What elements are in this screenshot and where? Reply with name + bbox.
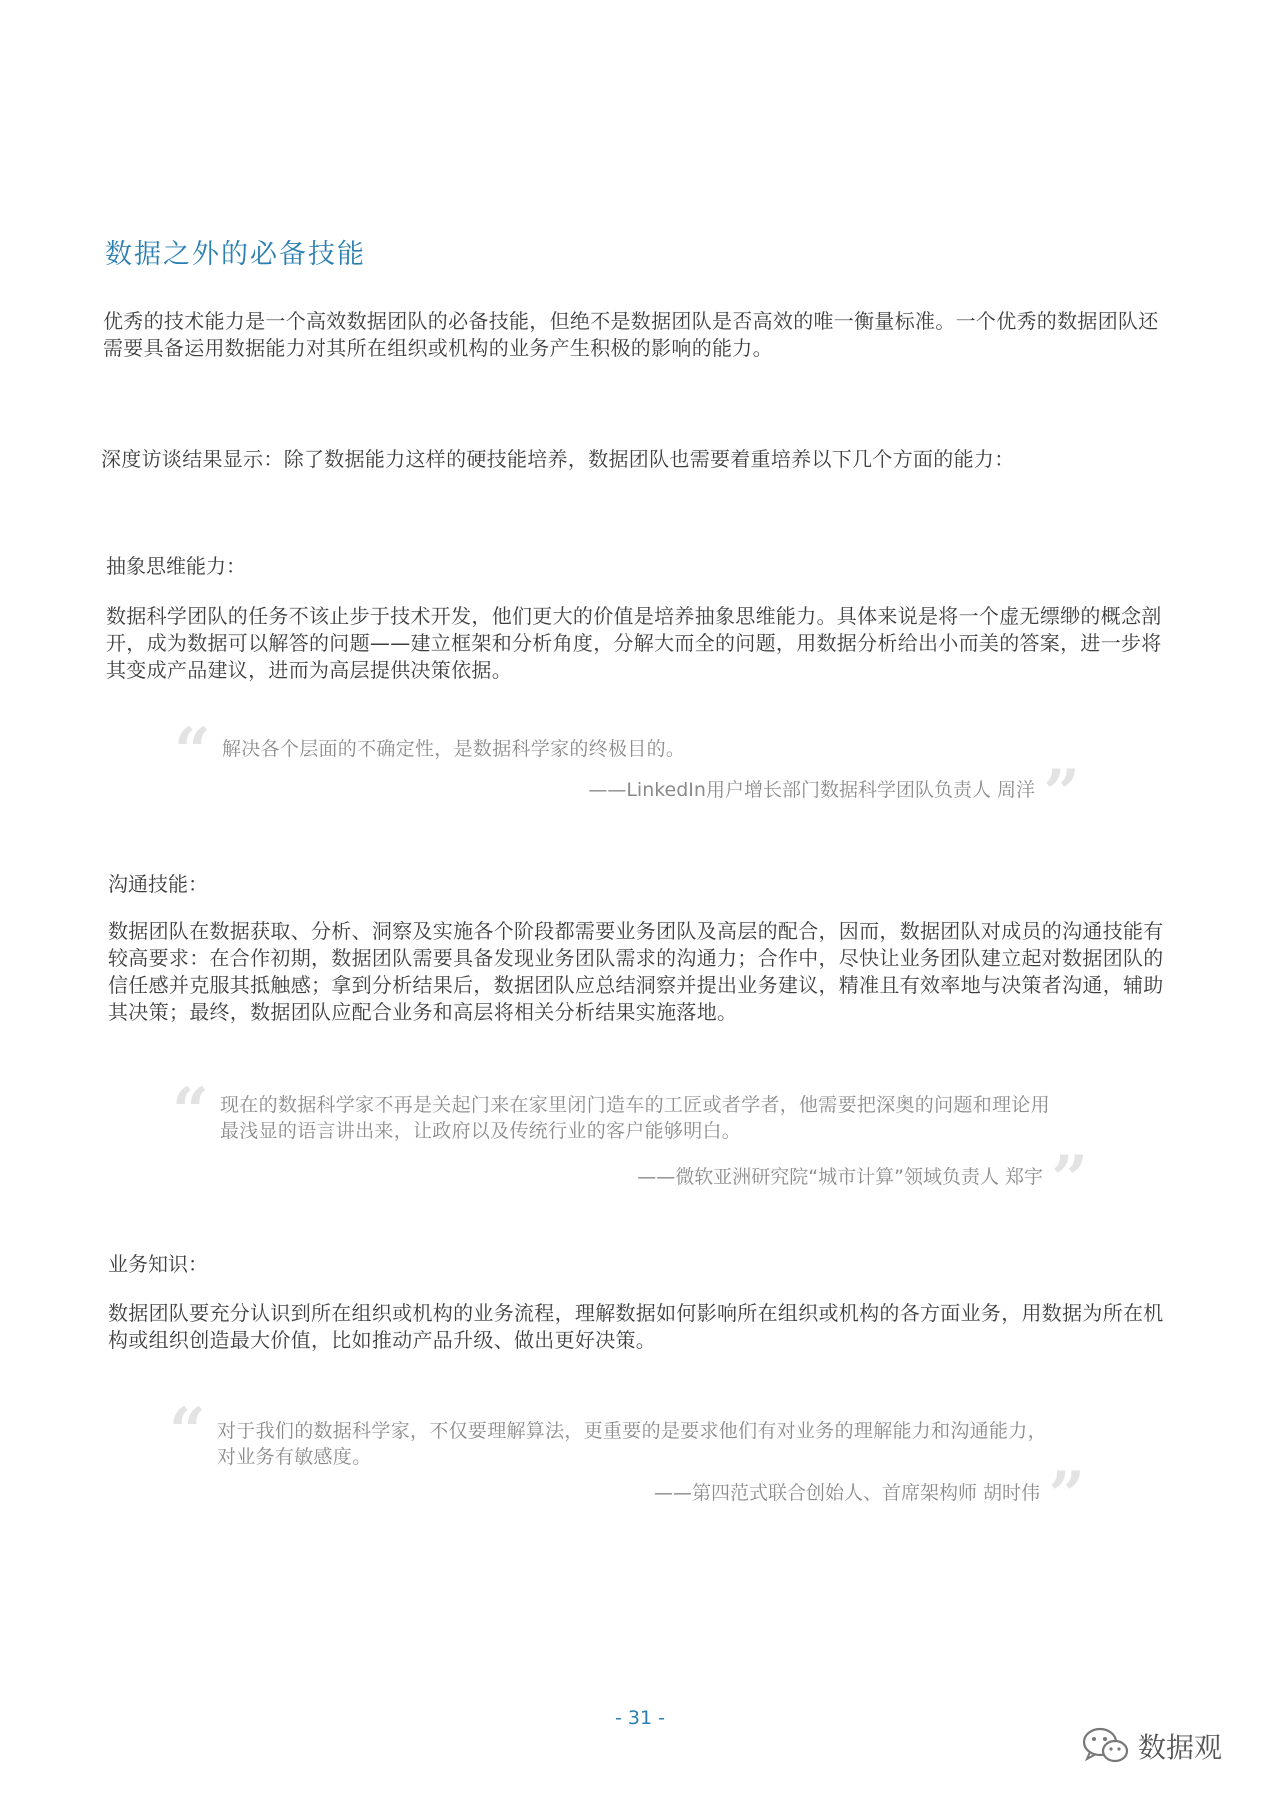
open-quote-icon: “ [174, 714, 211, 789]
quote-attribution: ——第四范式联合创始人、首席架构师 胡时伟 [653, 1482, 1040, 1504]
quote-block [170, 714, 1090, 831]
open-quote-icon: “ [169, 1394, 206, 1469]
section-heading-communication: 沟通技能： [108, 872, 208, 896]
quote-text: 现在的数据科学家不再是关起门来在家里闭门造车的工匠或者学者，他需要把深奥的问题和理论用最浅显的语言讲出来，让政府以及传统行业的客户能够明白。 [220, 1094, 1050, 1142]
section-heading-business-knowledge: 业务知识： [108, 1252, 208, 1276]
quote-block [168, 1074, 1088, 1217]
section-body-communication: 数据团队在数据获取、分析、洞察及实施各个阶段都需要业务团队及高层的配合，因而，数据团队对成员的沟通技能有较高要求：在合作初期，数据团队需要具备发现业务团队需求的沟通力；合作中，尽快让业务团队建立起对数据团队的信任感并克服其抵触感；拿到分析结果后，数据团队应总结洞察并提出业务建议，精准且有效率地与决策者沟通，辅助其决策；最终，数据团队应配合业务和高层将相关分析结果实施落地。 [108, 919, 1164, 1024]
section-heading-abstract-thinking: 抽象思维能力： [106, 554, 246, 578]
section-body-abstract-thinking: 数据科学团队的任务不该止步于技术开发，他们更大的价值是培养抽象思维能力。具体来说是将一个虚无缥缈的概念剖开，成为数据可以解答的问题——建立框架和分析角度，分解大而全的问题，用数据分析给出小而美的答案，进一步将其变成产品建议，进而为高层提供决策依据。 [106, 604, 1162, 682]
quote-text: 对于我们的数据科学家，不仅要理解算法，更重要的是要求他们有对业务的理解能力和沟通能力，对业务有敏感度。 [217, 1420, 1047, 1468]
quote-attribution: ——微软亚洲研究院“城市计算”领域负责人 郑宇 [637, 1166, 1043, 1188]
wechat-icon [1082, 1726, 1130, 1766]
close-quote-icon: ” [1043, 756, 1080, 831]
quote-attribution: ——LinkedIn用户增长部门数据科学团队负责人 周洋 [588, 779, 1035, 801]
page-title: 数据之外的必备技能 [105, 239, 366, 270]
intro-paragraph: 优秀的技术能力是一个高效数据团队的必备技能，但绝不是数据团队是否高效的唯一衡量标准。一个优秀的数据团队还需要具备运用数据能力对其所在组织或机构的业务产生积极的影响的能力。 [103, 309, 1159, 360]
brand-name: 数据观 [1138, 1731, 1223, 1764]
section-body-business-knowledge: 数据团队要充分认识到所在组织或机构的业务流程，理解数据如何影响所在组织或机构的各方面业务，用数据为所在机构或组织创造最大价值，比如推动产品升级、做出更好决策。 [108, 1301, 1164, 1352]
quote-text: 解决各个层面的不确定性，是数据科学家的终极目的。 [222, 738, 686, 760]
quote-block [165, 1394, 1085, 1533]
close-quote-icon: ” [1051, 1142, 1088, 1217]
open-quote-icon: “ [172, 1074, 209, 1149]
interview-result: 深度访谈结果显示：除了数据能力这样的硬技能培养，数据团队也需要着重培养以下几个方面的能力： [101, 447, 1015, 471]
page-number: - 31 - [615, 1707, 665, 1729]
brand-watermark [1082, 1726, 1222, 1766]
close-quote-icon: ” [1048, 1458, 1085, 1533]
